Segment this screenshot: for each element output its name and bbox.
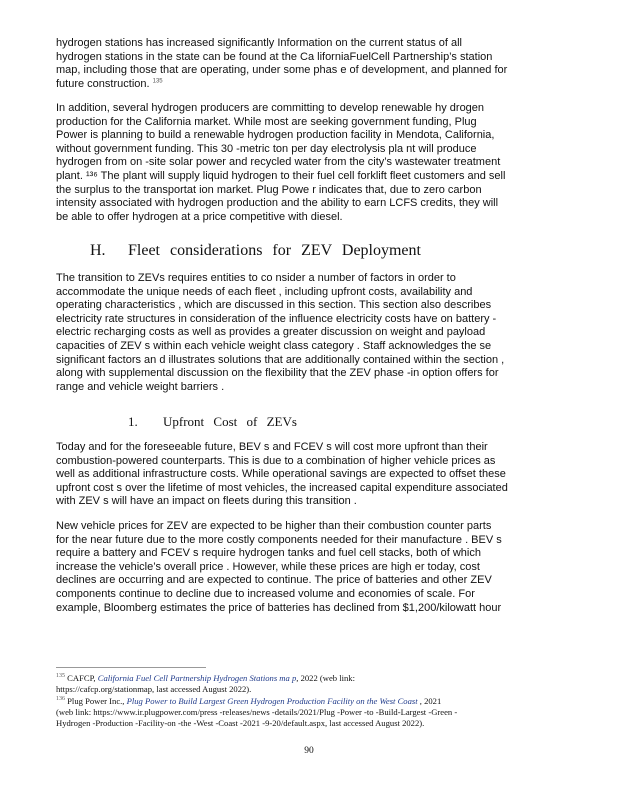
text-line: well as additional infrastructure costs. While operational savings are expected to offset these: [56, 468, 506, 481]
footnote-title-link[interactable]: California Fuel Cell Partnership Hydrogen Stations ma p: [97, 673, 297, 683]
text-line: upfront cost s over the lifetime of most vehicles, the increased capital expenditure associated: [56, 481, 508, 494]
text-line: [56, 78, 562, 92]
text-line: operating characteristics , which are discussed in this section. This section also describes: [56, 299, 492, 312]
text-line: hydrogen stations in the state can be found at the Ca liforniaFuelCell Partnership’s station: [56, 50, 493, 63]
footnote-author: Plug Power Inc.,: [67, 696, 127, 706]
paragraph-hydrogen-producers: [56, 102, 562, 224]
text-line: declines are occurring and are expected to continue. The price of batteries and other ZEV: [56, 574, 492, 587]
text-line: example, Bloomberg estimates the price of batteries has declined from $1,200/kilowatt hour: [56, 601, 502, 614]
footnote-meta: , 2021: [417, 696, 442, 706]
text-line: Power is planning to build a renewable hydrogen production facility in Mendota, California,: [56, 129, 495, 142]
text-line: be able to offer hydrogen at a price competitive with diesel.: [56, 210, 343, 223]
text-line: with ZEV s will have an impact on fleets during this transition .: [56, 495, 357, 508]
text-line: increase the vehicle’s overall price . However, while these prices are high er today, cost: [56, 560, 480, 573]
text-line: production for the California market. While most are seeking government funding, Plug: [56, 115, 477, 128]
text-line: hydrogen stations has increased significantly Information on the current status of all: [56, 37, 463, 49]
text-line: hydrogen from on -site solar power and recycled water from the city’s wastewater treatment: [56, 156, 501, 169]
paragraph-upfront-costs: [56, 441, 562, 509]
paragraph-hydrogen-stations: [56, 37, 562, 91]
text-line: combustion-powered counterparts. This is due to a combination of higher vehicle prices as: [56, 454, 496, 467]
footnote-135: [56, 673, 566, 695]
text-line: for the near future due to the more costly components needed for their manufacture . BEV s: [56, 533, 502, 546]
text-line: without government funding. This 30 -metric ton per day electrolysis pla nt will produce: [56, 142, 477, 155]
text-line: along with supplemental discussion on the flexibility that the ZEV phase -in option offers for: [56, 367, 499, 380]
section-heading: Fleet considerations for ZEV Deployment: [128, 242, 421, 259]
footnote-line: https://cafcp.org/stationmap, last accessed August 2022).: [56, 684, 252, 695]
text-line: intensity associated with hydrogen production and the ability to earn LCFS credits, they will: [56, 197, 499, 210]
paragraph-zev-transition: [56, 272, 562, 394]
paragraph-vehicle-prices: [56, 520, 562, 615]
text-line: range and vehicle weight barriers .: [56, 380, 225, 393]
text-line: plant. ¹³⁶ The plant will supply liquid hydrogen to their fuel cell forklift fleet customers and sell: [56, 169, 506, 182]
text-line: significant factors an d illustrates solutions that are additionally contained within the section ,: [56, 353, 505, 366]
footnote-line: Hydrogen -Production -Facility-on -the -West -Coast -2021 -9-20/default.aspx, last accessed August 2022).: [56, 718, 425, 729]
text-line-content: future construction.: [56, 77, 150, 90]
text-line: In addition, several hydrogen producers are committing to develop renewable hy drogen: [56, 102, 485, 114]
footnote-author: CAFCP,: [67, 673, 98, 683]
footnote-ref-135[interactable]: 135: [152, 78, 163, 85]
footnote-136: [56, 696, 566, 730]
text-line: the surplus to the transportat ion market. Plug Powe r indicates that, due to zero carbon: [56, 183, 482, 196]
section-letter: H.: [90, 242, 106, 259]
text-line: require a battery and FCEV s require hydrogen tanks and fuel cell stacks, both of which: [56, 547, 481, 560]
footnote-meta: , 2022 (web link:: [296, 673, 355, 683]
text-line: components continue to decline due to increased volume and economies of scale. For: [56, 587, 475, 600]
text-line: electricity rate structures in consideration of the influence electricity costs have on battery -: [56, 312, 497, 325]
text-line: map, including those that are operating, under some phas e of development, and planned for: [56, 64, 508, 77]
subsection-number: 1.: [128, 414, 138, 429]
footnote-line: [56, 696, 566, 707]
footnote-number: 135: [56, 673, 65, 680]
text-line: accommodate the unique needs of each fleet , including upfront costs, availability and: [56, 285, 473, 298]
footnote-line: [56, 673, 566, 684]
page-number: 90: [304, 746, 314, 756]
footnote-title-link[interactable]: Plug Power to Build Largest Green Hydrogen Production Facility on the West Coast: [126, 696, 418, 706]
footnote-number: 136: [56, 696, 65, 703]
text-line: capacities of ZEV s within each vehicle weight class category . Staff acknowledges the se: [56, 339, 492, 352]
subsection-heading: Upfront Cost of ZEVs: [163, 414, 297, 429]
text-line: electric recharging costs as well as provides a greater discussion on weight and payload: [56, 326, 486, 339]
text-line: New vehicle prices for ZEV are expected to be higher than their combustion counter parts: [56, 520, 492, 532]
footnote-divider: [56, 667, 206, 668]
text-line: The transition to ZEVs requires entities to co nsider a number of factors in order to: [56, 272, 456, 284]
text-line: Today and for the foreseeable future, BEV s and FCEV s will cost more upfront than their: [56, 441, 488, 453]
footnote-line: (web link: https://www.ir.plugpower.com/press -releases/news -details/2021/Plug -Power -to -Build-Largest -Green -: [56, 707, 458, 718]
